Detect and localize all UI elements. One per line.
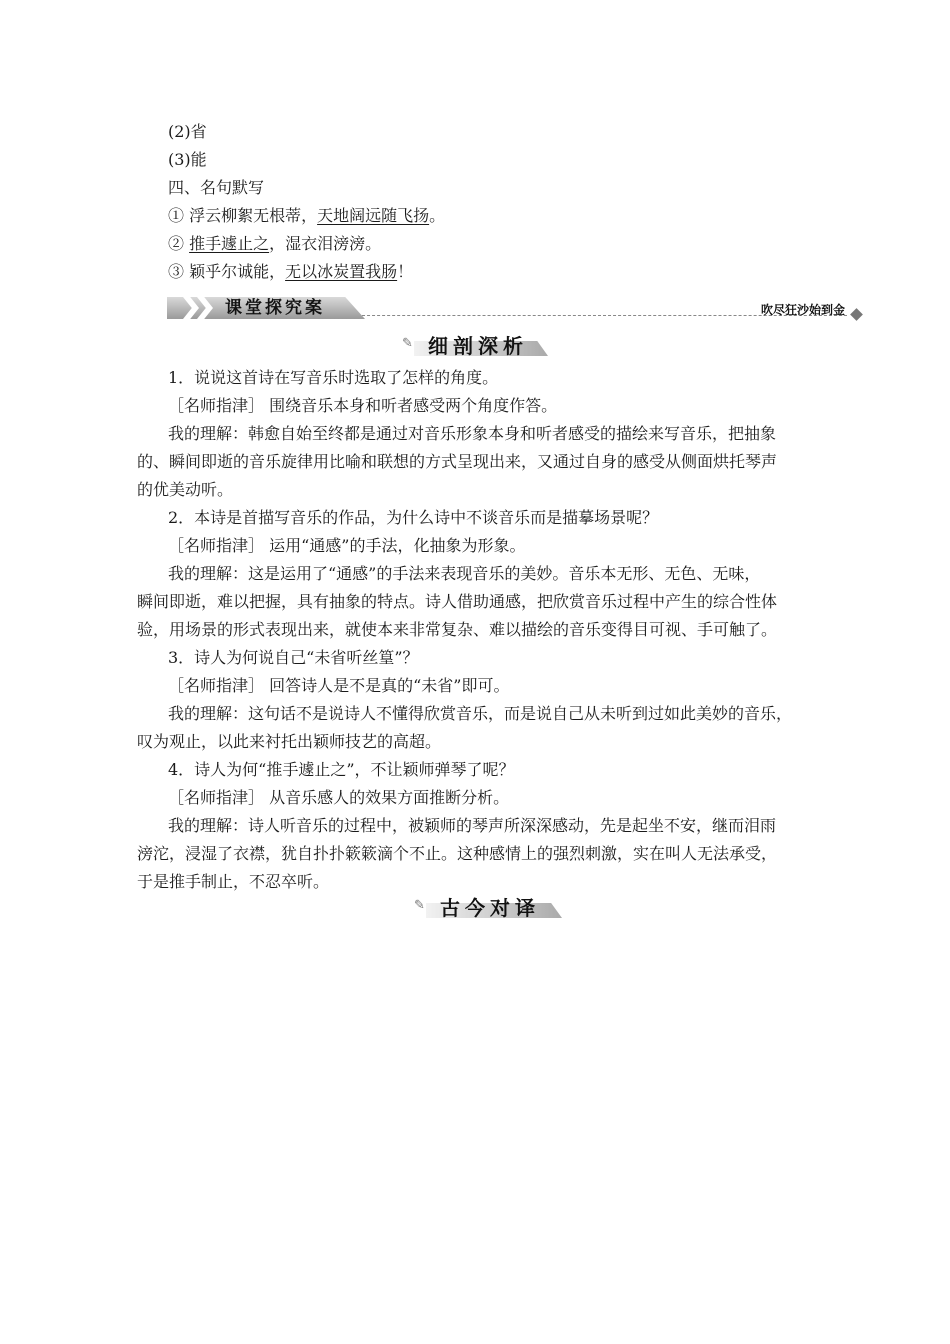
quill-icon: ✎ <box>402 336 413 351</box>
answer-1-cont: 的、瞬间即逝的音乐旋律用比喻和联想的方式呈现出来，又通过自身的感受从侧面烘托琴声 <box>137 452 778 471</box>
question-3: 3．诗人为何说自己“未省听丝篁”？ <box>168 648 419 667</box>
question-1: 1．说说这首诗在写音乐时选取了怎样的角度。 <box>168 368 499 387</box>
hint-2: ［名师指津］ 运用“通感”的手法，化抽象为形象。 <box>168 536 526 555</box>
section-heading-famous-lines: 四、名句默写 <box>168 178 265 197</box>
answer-item-3: (3)能 <box>168 150 207 169</box>
banner-title: 课堂探究案 <box>225 298 325 318</box>
famous-line-3-answer: 无以冰炭置我肠 <box>285 262 398 281</box>
subheading-translation: ✎ 古今对译 <box>414 894 562 922</box>
banner-tagline: 吹尽狂沙始到金 <box>760 303 845 317</box>
question-4: 4．诗人为何“推手遽止之”，不让颖师弹琴了呢？ <box>168 760 515 779</box>
answer-3: 我的理解：这句话不是说诗人不懂得欣赏音乐，而是说自己从未听到过如此美妙的音乐， <box>168 704 793 723</box>
hint-4: ［名师指津］ 从音乐感人的效果方面推断分析。 <box>168 788 510 807</box>
answer-1-cont: 的优美动听。 <box>137 480 234 499</box>
famous-line-3: ③ 颖乎尔诚能，无以冰炭置我肠！ <box>168 262 414 281</box>
answer-1: 我的理解：韩愈自始至终都是通过对音乐形象本身和听者感受的描绘来写音乐，把抽象 <box>168 424 777 443</box>
hint-1: ［名师指津］ 围绕音乐本身和听者感受两个角度作答。 <box>168 396 558 415</box>
subheading-analysis: ✎ 细剖深析 <box>402 332 548 360</box>
famous-line-2: ② 推手遽止之，湿衣泪滂滂。 <box>168 234 382 253</box>
answer-4: 我的理解：诗人听音乐的过程中，被颖师的琴声所深深感动，先是起坐不安，继而泪雨 <box>168 816 777 835</box>
answer-4-cont: 于是推手制止，不忍卒听。 <box>137 872 330 891</box>
question-2: 2．本诗是首描写音乐的作品，为什么诗中不谈音乐而是描摹场景呢？ <box>168 508 659 527</box>
diamond-icon <box>850 308 863 321</box>
section-banner <box>167 294 861 324</box>
famous-line-1: ① 浮云柳絮无根蒂，天地阔远随飞扬。 <box>168 206 446 225</box>
famous-line-1-answer: 天地阔远随飞扬 <box>317 206 430 225</box>
answer-3-cont: 叹为观止，以此来衬托出颖师技艺的高超。 <box>137 732 442 751</box>
answer-4-cont: 滂沱，浸湿了衣襟，犹自扑扑簌簌滴个不止。这种感情上的强烈刺激，实在叫人无法承受， <box>137 844 778 863</box>
hint-3: ［名师指津］ 回答诗人是不是真的“未省”即可。 <box>168 676 510 695</box>
answer-2-cont: 瞬间即逝，难以把握，具有抽象的特点。诗人借助通感，把欣赏音乐过程中产生的综合性体 <box>137 592 778 611</box>
quill-icon: ✎ <box>414 898 425 913</box>
answer-2: 我的理解：这是运用了“通感”的手法来表现音乐的美妙。音乐本无形、无色、无味， <box>168 564 761 583</box>
answer-item-2: (2)省 <box>168 122 207 141</box>
famous-line-2-answer: 推手遽止之 <box>189 234 270 253</box>
answer-2-cont: 验，用场景的形式表现出来，就使本来非常复杂、难以描绘的音乐变得目可视、手可触了。 <box>137 620 778 639</box>
